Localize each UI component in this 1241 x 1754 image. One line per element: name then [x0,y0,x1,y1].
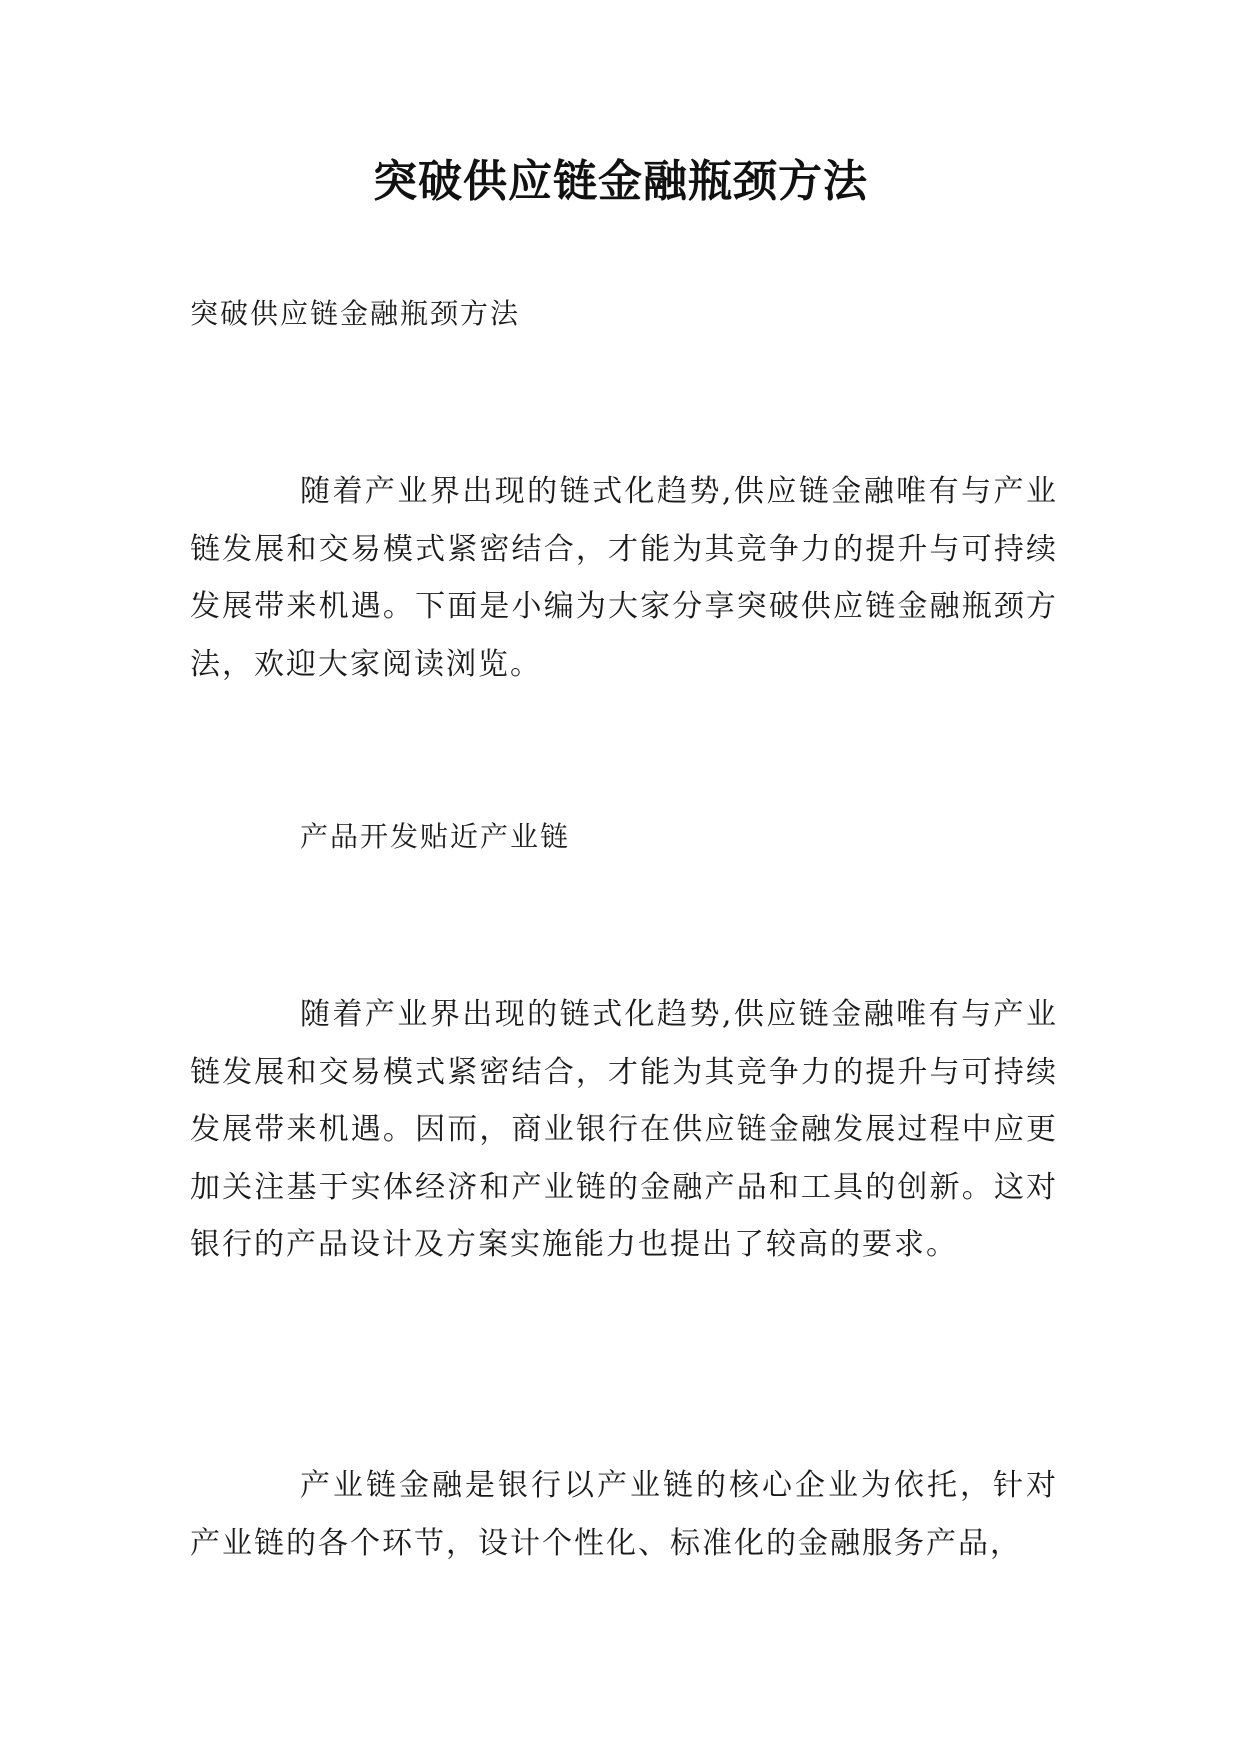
paragraph-continued: 产业链金融是银行以产业链的核心企业为依托，针对产业链的各个环节，设计个性化、标准化的金融服务产品， [190,1468,1058,1561]
paragraph-body: 随着产业界出现的链式化趋势,供应链金融唯有与产业链发展和交易模式紧密结合，才能为其竞争力的提升与可持续发展带来机遇。因而，商业银行在供应链金融发展过程中应更加关注基于实体经济和产业链的金融产品和工具的创新。这对银行的产品设计及方案实施能力也提出了较高的要求。 [190,997,1058,1262]
document-title: 突破供应链金融瓶颈方法 [373,156,868,207]
section-heading: 产品开发贴近产业链 [300,820,571,853]
paragraph-intro: 随着产业界出现的链式化趋势,供应链金融唯有与产业链发展和交易模式紧密结合，才能为其竞争力的提升与可持续发展带来机遇。下面是小编为大家分享突破供应链金融瓶颈方法，欢迎大家阅读浏览。 [190,474,1058,682]
document-subtitle: 突破供应链金融瓶颈方法 [190,297,521,330]
